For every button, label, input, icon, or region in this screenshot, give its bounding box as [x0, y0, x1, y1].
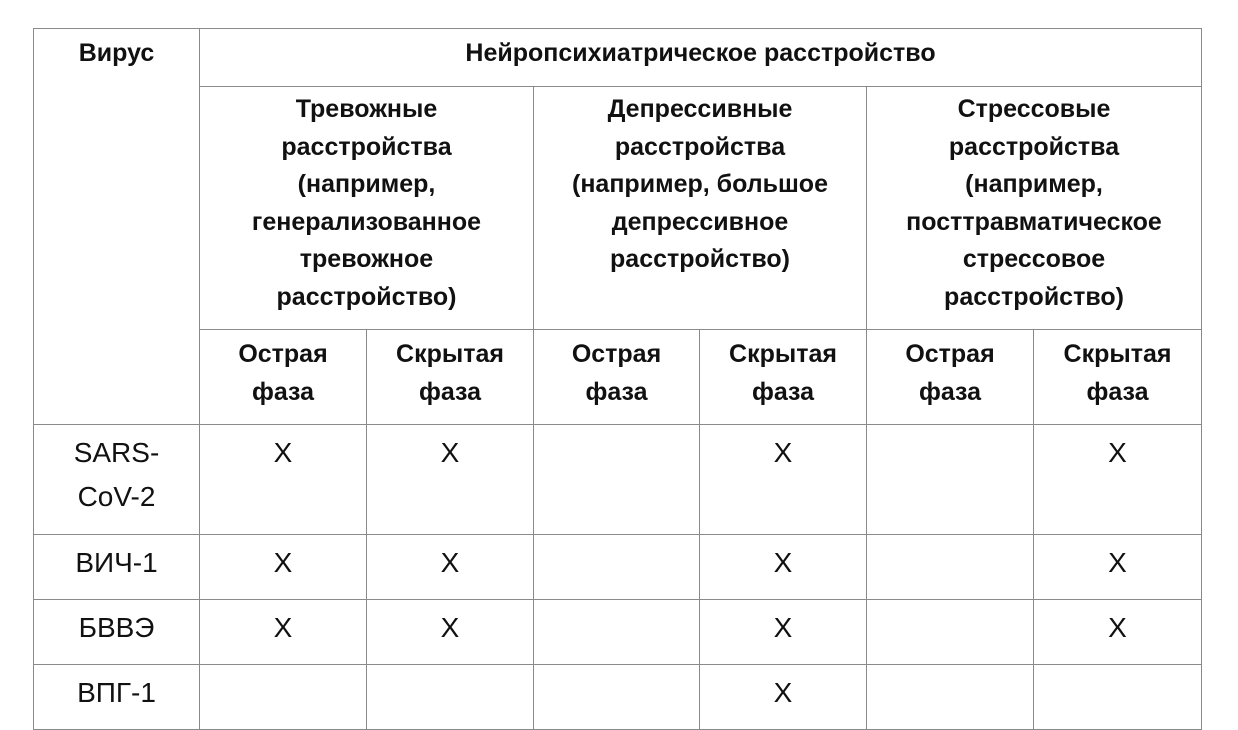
phase-header-acute: [200, 330, 367, 425]
mark-cell: X: [200, 600, 367, 665]
group-label-line: Тревожные: [295, 95, 438, 123]
virus-name: БВВЭ: [78, 612, 155, 643]
virus-name: ВПГ-1: [77, 677, 156, 708]
table-row: [34, 665, 1202, 730]
virus-name-cell: [34, 535, 200, 600]
group-label-line: расстройства: [614, 132, 786, 161]
group-label-line: депрессивное: [611, 207, 789, 236]
mark-cell: [534, 535, 700, 600]
phase-label-line: Скрытая: [1063, 340, 1172, 368]
phase-header-acute: [534, 330, 700, 425]
mark-cell: X: [1034, 600, 1202, 665]
phase-label-line: Острая: [905, 340, 995, 368]
header-row-phases: [34, 330, 1202, 425]
mark-cell: X: [367, 535, 534, 600]
mark-cell: X: [700, 425, 867, 535]
phase-label-line: Острая: [238, 340, 328, 368]
mark-cell: X: [1034, 425, 1202, 535]
mark-cell: [867, 600, 1034, 665]
virus-column-header: [34, 29, 200, 425]
mark-cell: [367, 665, 534, 730]
mark-cell: X: [367, 425, 534, 535]
group-header-anxiety: [200, 87, 534, 330]
mark-cell: X: [700, 665, 867, 730]
group-label-line: генерализованное: [251, 207, 482, 236]
mark-cell: [867, 665, 1034, 730]
group-label-line: (например,: [297, 170, 436, 198]
phase-label-line: фаза: [418, 377, 482, 406]
phase-header-latent: [367, 330, 534, 425]
group-label-line: расстройство): [610, 245, 790, 273]
virus-name-cell: [34, 600, 200, 665]
header-row-top: [34, 29, 1202, 87]
virus-header-label: Вирус: [78, 39, 155, 67]
virus-name: ВИЧ-1: [75, 547, 158, 578]
mark-cell: [867, 425, 1034, 535]
mark-cell: X: [1034, 535, 1202, 600]
group-label-line: (например,: [965, 170, 1103, 198]
virus-name-cell: [34, 425, 200, 535]
mark-cell: X: [200, 535, 367, 600]
virus-name-cell: [34, 665, 200, 730]
group-label-line: Депрессивные: [607, 95, 793, 123]
phase-header-acute: [867, 330, 1034, 425]
header-row-groups: [34, 87, 1202, 330]
disorder-column-header: [200, 29, 1202, 87]
phase-label-line: фаза: [251, 377, 315, 406]
disorder-header-label: Нейропсихиатрическое расстройство: [465, 39, 936, 67]
phase-header-latent: [700, 330, 867, 425]
group-label-line: расстройства: [281, 132, 452, 161]
phase-header-latent: [1034, 330, 1202, 425]
group-header-stress: [867, 87, 1202, 330]
phase-label-line: фаза: [1086, 377, 1149, 406]
mark-cell: X: [367, 600, 534, 665]
table-row: [34, 600, 1202, 665]
mark-cell: [1034, 665, 1202, 730]
group-label-line: тревожное: [299, 245, 434, 273]
table-row: [34, 425, 1202, 535]
phase-label-line: фаза: [585, 377, 648, 406]
mark-cell: [534, 425, 700, 535]
group-label-line: (например, большое: [572, 170, 828, 198]
group-label-line: посттравматическое: [906, 207, 1162, 236]
mark-cell: X: [200, 425, 367, 535]
phase-label-line: Скрытая: [396, 340, 504, 368]
virus-disorder-table: [33, 28, 1202, 730]
group-label-line: расстройства: [948, 132, 1120, 161]
table-row: [34, 535, 1202, 600]
phase-label-line: фаза: [751, 377, 815, 406]
mark-cell: [534, 600, 700, 665]
mark-cell: [534, 665, 700, 730]
group-label-line: Стрессовые: [957, 95, 1111, 123]
phase-label-line: фаза: [918, 377, 982, 406]
group-label-line: расстройство): [944, 282, 1124, 311]
mark-cell: X: [700, 600, 867, 665]
phase-label-line: Острая: [571, 340, 662, 368]
mark-cell: [200, 665, 367, 730]
group-header-depressive: [534, 87, 867, 330]
phase-label-line: Скрытая: [729, 340, 837, 368]
mark-cell: [867, 535, 1034, 600]
mark-cell: X: [700, 535, 867, 600]
group-label-line: расстройство): [276, 282, 457, 311]
group-label-line: стрессовое: [962, 245, 1106, 273]
virus-name: SARS-: [73, 437, 160, 468]
virus-name: CoV-2: [77, 481, 156, 512]
